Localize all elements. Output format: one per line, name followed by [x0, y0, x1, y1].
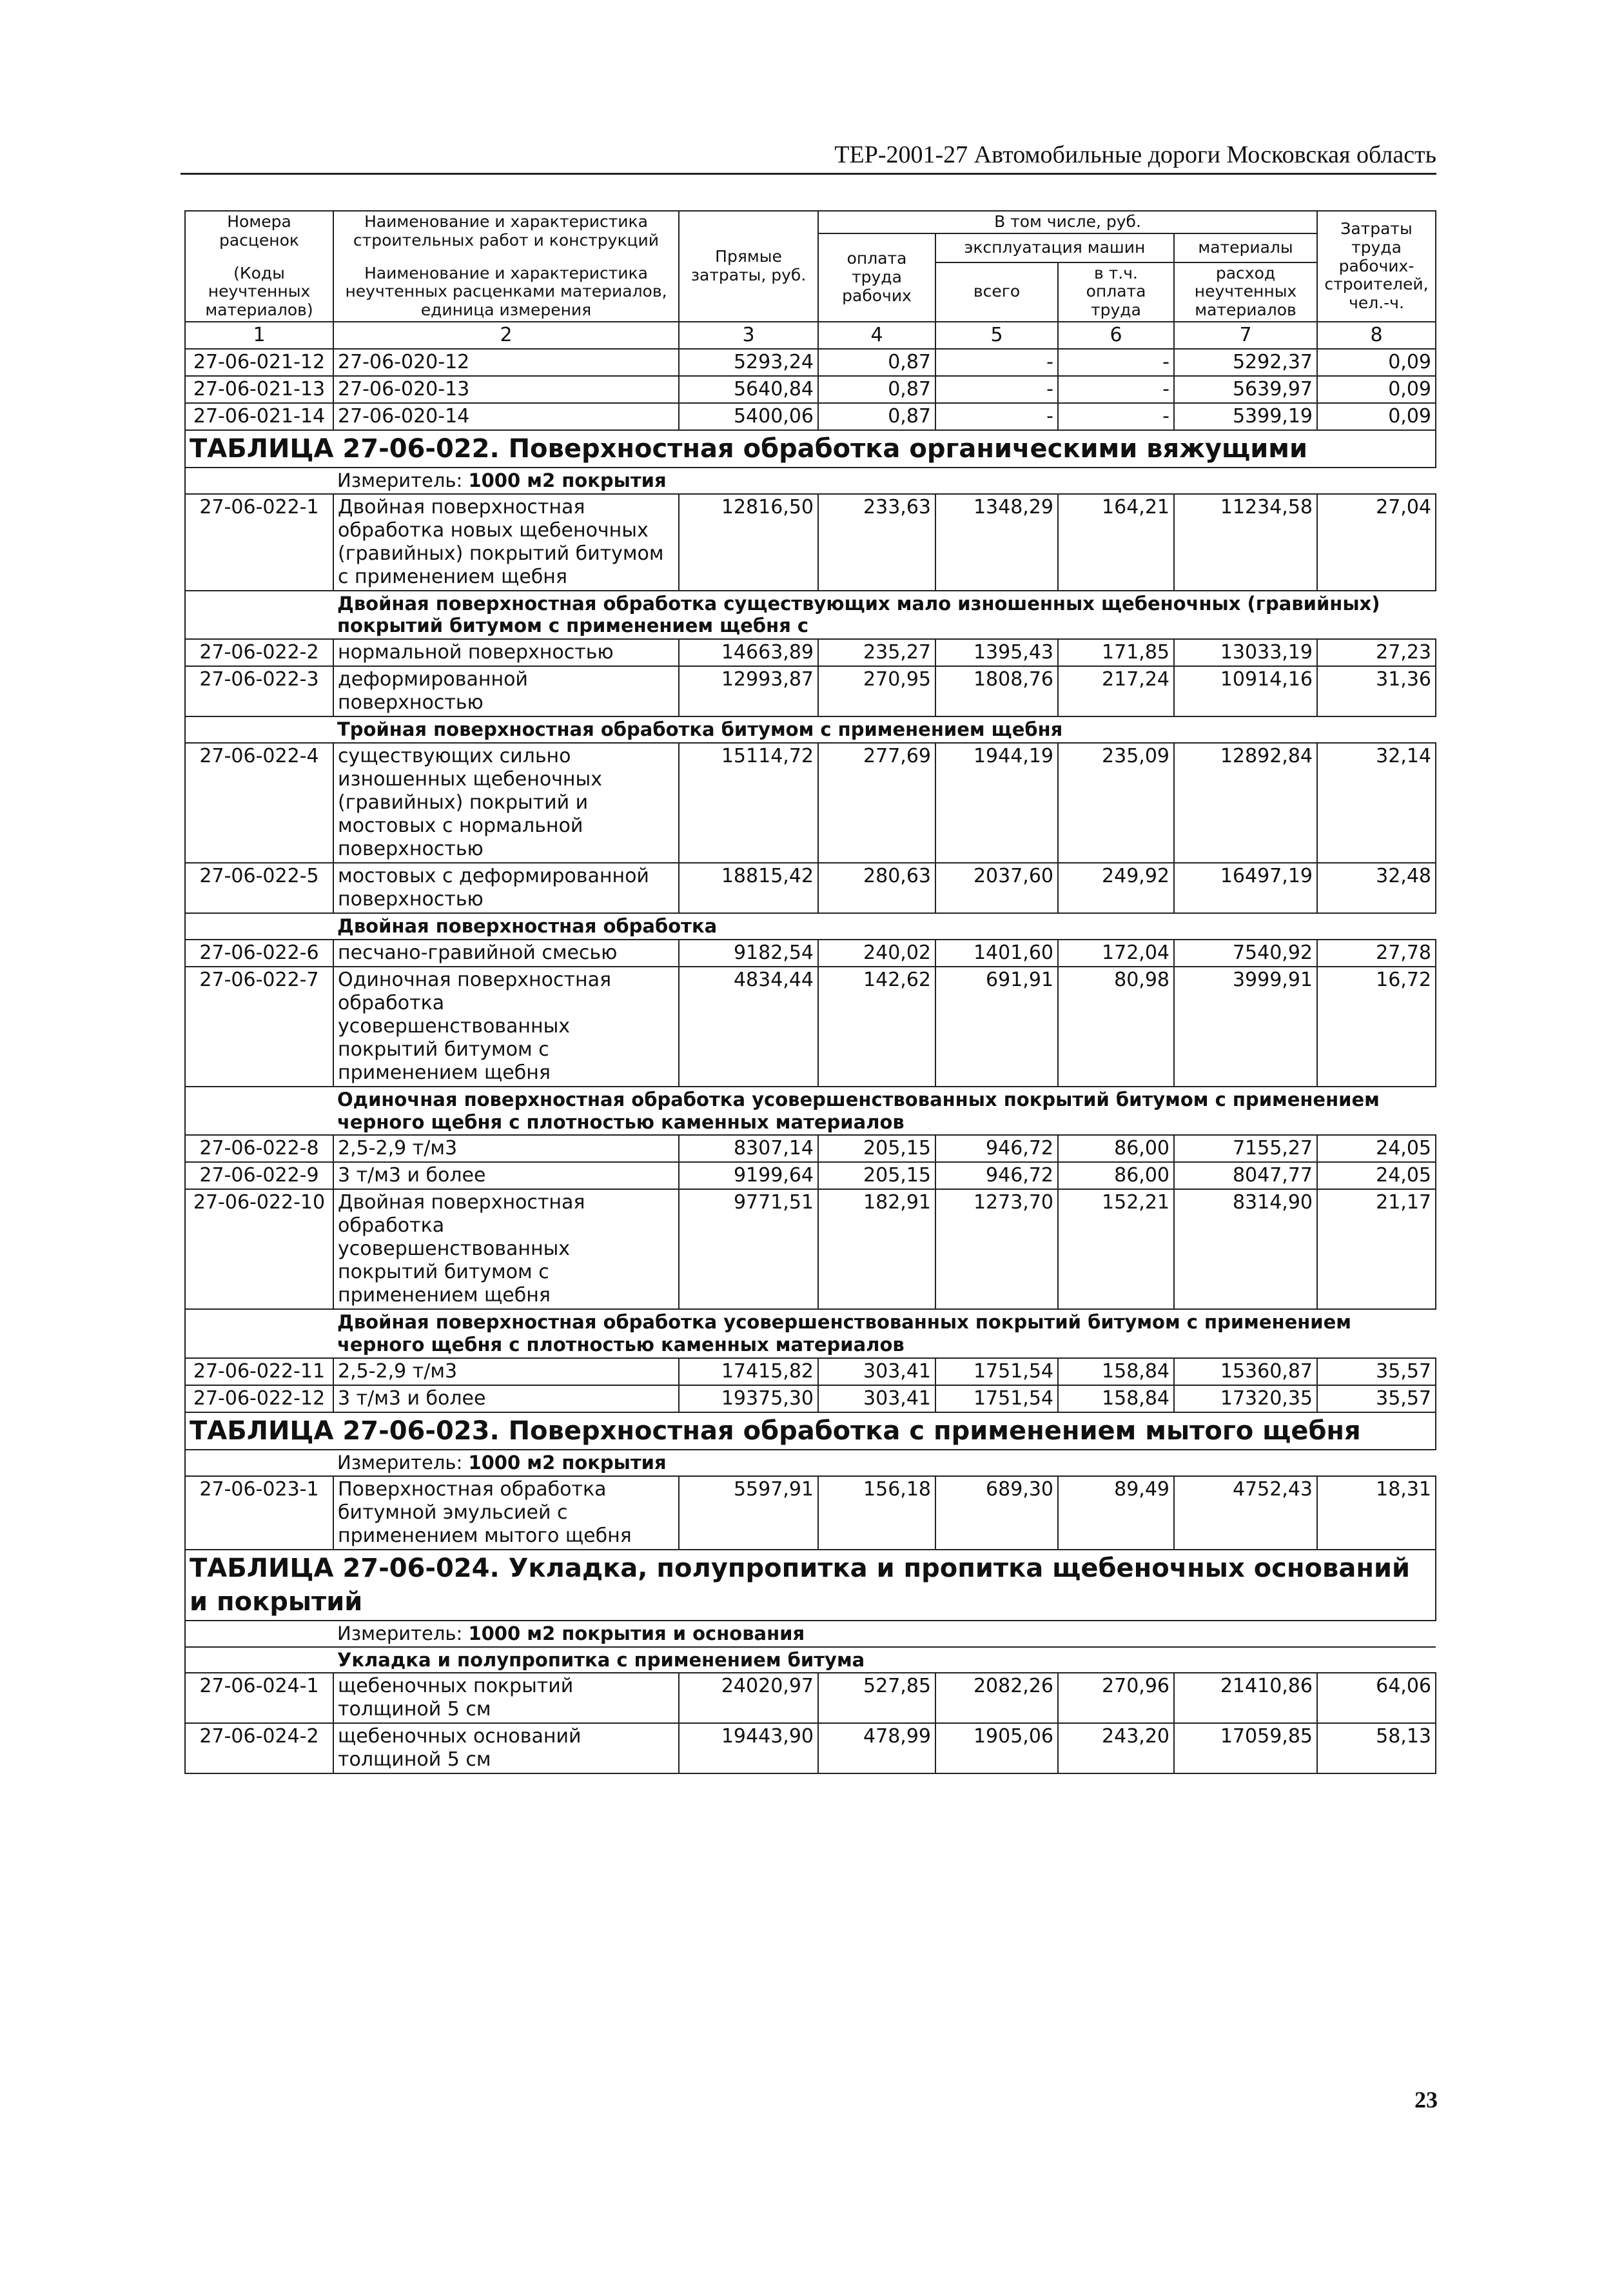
row-machines-total-cell: 1751,54 [935, 1385, 1058, 1412]
col-hours-header: Затраты труда рабочих-строителей, чел.-ч. [1317, 211, 1436, 322]
row-machines-total-cell: 1808,76 [935, 666, 1058, 716]
row-machines-labor-cell: 80,98 [1058, 967, 1174, 1087]
page-number: 23 [1414, 2087, 1438, 2113]
row-labor-hours-cell: 18,31 [1317, 1476, 1436, 1550]
row-labor-hours-cell: 27,23 [1317, 639, 1436, 666]
measure-label: Измеритель: [337, 1622, 463, 1644]
row-direct-cost-cell: 24020,97 [679, 1673, 818, 1723]
row-machines-total-cell: 1395,43 [935, 639, 1058, 666]
row-direct-cost-cell: 5597,91 [679, 1476, 818, 1550]
row-code-cell: 27-06-022-3 [185, 666, 333, 716]
row-machines-total-cell: 2082,26 [935, 1673, 1058, 1723]
measure-label: Измеритель: [337, 469, 463, 491]
row-name-cell: Двойная поверхностная обработка усовершенствованных покрытий битумом с применением щебня [333, 1189, 679, 1309]
row-machines-labor-cell: - [1058, 349, 1174, 376]
column-numbers-row [185, 322, 1436, 349]
col-number: 2 [333, 322, 679, 349]
row-labor-pay-cell: 303,41 [818, 1385, 935, 1412]
row-code-cell: 27-06-022-9 [185, 1162, 333, 1189]
measure-row [185, 1450, 1436, 1476]
subheading: Двойная поверхностная обработка [333, 913, 1436, 940]
table-title-row [185, 1412, 1436, 1450]
row-direct-cost-cell: 12816,50 [679, 494, 818, 591]
row-materials-cell: 5399,19 [1174, 403, 1317, 430]
page-header-title: ТЕР-2001-27 Автомобильные дороги Московская область [834, 141, 1436, 168]
measure-value: 1000 м2 покрытия [468, 469, 667, 491]
col-name-header [333, 211, 679, 322]
row-labor-pay-cell: 235,27 [818, 639, 935, 666]
row-labor-hours-cell: 24,05 [1317, 1135, 1436, 1162]
row-code-cell: 27-06-022-8 [185, 1135, 333, 1162]
row-labor-hours-cell: 32,14 [1317, 743, 1436, 863]
measure-row [185, 468, 1436, 494]
row-code-cell: 27-06-022-10 [185, 1189, 333, 1309]
row-code-cell: 27-06-022-12 [185, 1385, 333, 1412]
row-machines-labor-cell: 86,00 [1058, 1135, 1174, 1162]
row-code-cell: 27-06-024-2 [185, 1723, 333, 1773]
row-name-cell: щебеночных покрытий толщиной 5 см [333, 1673, 679, 1723]
table-row [185, 1723, 1436, 1773]
col-number: 6 [1058, 322, 1174, 349]
row-labor-hours-cell: 64,06 [1317, 1673, 1436, 1723]
row-name-cell: нормальной поверхностью [333, 639, 679, 666]
row-machines-total-cell: 946,72 [935, 1162, 1058, 1189]
col-mach-labor-header: в т.ч. оплата труда [1058, 262, 1174, 322]
col-number: 8 [1317, 322, 1436, 349]
col-machines-header: эксплуатация машин [935, 233, 1174, 262]
subheading-row [185, 913, 1436, 940]
row-materials-cell: 7155,27 [1174, 1135, 1317, 1162]
row-machines-labor-cell: 86,00 [1058, 1162, 1174, 1189]
table-row [185, 1476, 1436, 1550]
row-materials-cell: 11234,58 [1174, 494, 1317, 591]
table-title-row [185, 1550, 1436, 1621]
table-row [185, 940, 1436, 967]
row-materials-cell: 16497,19 [1174, 863, 1317, 913]
row-name-cell: деформированной поверхностью [333, 666, 679, 716]
subheading: Тройная поверхностная обработка битумом с применением щебня [333, 716, 1436, 743]
col-number: 4 [818, 322, 935, 349]
table-row [185, 403, 1436, 430]
row-labor-pay-cell: 156,18 [818, 1476, 935, 1550]
row-machines-labor-cell: 89,49 [1058, 1476, 1174, 1550]
row-materials-cell: 8314,90 [1174, 1189, 1317, 1309]
row-name-cell: 3 т/м3 и более [333, 1162, 679, 1189]
row-name-cell: песчано-гравийной смесью [333, 940, 679, 967]
col-labor-header: оплата труда рабочих [818, 233, 935, 322]
row-labor-hours-cell: 21,17 [1317, 1189, 1436, 1309]
row-machines-labor-cell: 235,09 [1058, 743, 1174, 863]
row-machines-total-cell: 946,72 [935, 1135, 1058, 1162]
row-machines-labor-cell: 152,21 [1058, 1189, 1174, 1309]
row-machines-labor-cell: 217,24 [1058, 666, 1174, 716]
row-materials-cell: 15360,87 [1174, 1358, 1317, 1385]
row-direct-cost-cell: 14663,89 [679, 639, 818, 666]
table-row [185, 1673, 1436, 1723]
row-materials-cell: 12892,84 [1174, 743, 1317, 863]
col-number: 7 [1174, 322, 1317, 349]
row-labor-pay-cell: 205,15 [818, 1162, 935, 1189]
row-direct-cost-cell: 9182,54 [679, 940, 818, 967]
row-direct-cost-cell: 19443,90 [679, 1723, 818, 1773]
row-direct-cost-cell: 12993,87 [679, 666, 818, 716]
row-machines-labor-cell: - [1058, 403, 1174, 430]
row-machines-labor-cell: 171,85 [1058, 639, 1174, 666]
table-row [185, 666, 1436, 716]
table-row [185, 1135, 1436, 1162]
row-machines-total-cell: 1348,29 [935, 494, 1058, 591]
row-materials-cell: 5292,37 [1174, 349, 1317, 376]
row-labor-pay-cell: 0,87 [818, 376, 935, 403]
table-title-row [185, 430, 1436, 468]
price-table [184, 210, 1436, 1774]
row-labor-pay-cell: 270,95 [818, 666, 935, 716]
row-materials-cell: 17320,35 [1174, 1385, 1317, 1412]
row-labor-pay-cell: 0,87 [818, 349, 935, 376]
table-row [185, 1162, 1436, 1189]
row-code-cell: 27-06-024-1 [185, 1673, 333, 1723]
row-materials-cell: 8047,77 [1174, 1162, 1317, 1189]
row-machines-total-cell: 1751,54 [935, 1358, 1058, 1385]
table-title: ТАБЛИЦА 27-06-024. Укладка, полупропитка и пропитка щебеночных оснований и покрытий [185, 1550, 1436, 1621]
col-direct-header: Прямые затраты, руб. [679, 211, 818, 322]
row-materials-cell: 10914,16 [1174, 666, 1317, 716]
table-row [185, 743, 1436, 863]
measure-row [185, 1621, 1436, 1647]
row-materials-cell: 5639,97 [1174, 376, 1317, 403]
table-row [185, 1358, 1436, 1385]
row-direct-cost-cell: 19375,30 [679, 1385, 818, 1412]
row-labor-hours-cell: 27,04 [1317, 494, 1436, 591]
col-mach-total-header: всего [935, 262, 1058, 322]
subheading: Двойная поверхностная обработка существующих мало изношенных щебеночных (гравийных) покрытий битумом с применением щебня с [333, 591, 1436, 640]
subheading-row [185, 716, 1436, 743]
col-number: 1 [185, 322, 333, 349]
measure-text [333, 468, 1436, 494]
row-name-cell: существующих сильно изношенных щебеночных (гравийных) покрытий и мостовых с нормальной поверхностью [333, 743, 679, 863]
subheading-row [185, 591, 1436, 640]
col-number: 3 [679, 322, 818, 349]
row-name-cell: 2,5-2,9 т/м3 [333, 1358, 679, 1385]
table-row [185, 349, 1436, 376]
row-labor-pay-cell: 182,91 [818, 1189, 935, 1309]
row-labor-hours-cell: 16,72 [1317, 967, 1436, 1087]
row-machines-labor-cell: - [1058, 376, 1174, 403]
row-machines-labor-cell: 164,21 [1058, 494, 1174, 591]
table-title: ТАБЛИЦА 27-06-022. Поверхностная обработка органическими вяжущими [185, 430, 1436, 468]
row-code-cell: 27-06-023-1 [185, 1476, 333, 1550]
table-row [185, 376, 1436, 403]
row-code-cell: 27-06-022-11 [185, 1358, 333, 1385]
row-labor-hours-cell: 24,05 [1317, 1162, 1436, 1189]
header-rule [181, 173, 1436, 175]
row-machines-total-cell: 689,30 [935, 1476, 1058, 1550]
col-number: 5 [935, 322, 1058, 349]
col-name-bottom: Наименование и характеристика неучтенных расценками материалов, единица измерения [345, 263, 667, 319]
col-group-header: В том числе, руб. [818, 211, 1317, 233]
row-code-cell: 27-06-022-1 [185, 494, 333, 591]
row-direct-cost-cell: 17415,82 [679, 1358, 818, 1385]
row-machines-total-cell: - [935, 349, 1058, 376]
subheading: Двойная поверхностная обработка усовершенствованных покрытий битумом с применением черного щебня с плотностью каменных материалов [333, 1309, 1436, 1358]
row-machines-labor-cell: 270,96 [1058, 1673, 1174, 1723]
row-name-cell: мостовых с деформированной поверхностью [333, 863, 679, 913]
row-labor-hours-cell: 0,09 [1317, 403, 1436, 430]
row-labor-hours-cell: 0,09 [1317, 349, 1436, 376]
col-codes-top: Номера расценок [219, 212, 300, 250]
measure-text [333, 1450, 1436, 1476]
col-codes-header [185, 211, 333, 322]
row-labor-pay-cell: 277,69 [818, 743, 935, 863]
row-machines-labor-cell: 243,20 [1058, 1723, 1174, 1773]
row-name-cell: 27-06-020-12 [333, 349, 679, 376]
col-codes-bottom: (Коды неучтенных материалов) [205, 263, 313, 319]
subheading-row [185, 1087, 1436, 1136]
row-direct-cost-cell: 15114,72 [679, 743, 818, 863]
row-name-cell: Поверхностная обработка битумной эмульсией с применением мытого щебня [333, 1476, 679, 1550]
col-materials-header: материалы [1174, 233, 1317, 262]
row-direct-cost-cell: 4834,44 [679, 967, 818, 1087]
row-code-cell: 27-06-021-14 [185, 403, 333, 430]
row-code-cell: 27-06-021-12 [185, 349, 333, 376]
row-code-cell: 27-06-022-7 [185, 967, 333, 1087]
row-labor-pay-cell: 303,41 [818, 1358, 935, 1385]
row-name-cell: 27-06-020-13 [333, 376, 679, 403]
row-machines-total-cell: - [935, 376, 1058, 403]
row-machines-total-cell: 1401,60 [935, 940, 1058, 967]
row-machines-total-cell: 1944,19 [935, 743, 1058, 863]
row-labor-pay-cell: 280,63 [818, 863, 935, 913]
row-name-cell: щебеночных оснований толщиной 5 см [333, 1723, 679, 1773]
subheading-row [185, 1309, 1436, 1358]
row-materials-cell: 13033,19 [1174, 639, 1317, 666]
row-labor-pay-cell: 142,62 [818, 967, 935, 1087]
header-row [185, 211, 1436, 233]
row-materials-cell: 21410,86 [1174, 1673, 1317, 1723]
row-labor-pay-cell: 240,02 [818, 940, 935, 967]
row-code-cell: 27-06-022-5 [185, 863, 333, 913]
measure-value: 1000 м2 покрытия [468, 1451, 667, 1474]
row-name-cell: 27-06-020-14 [333, 403, 679, 430]
row-name-cell: Одиночная поверхностная обработка усовершенствованных покрытий битумом с применением щебня [333, 967, 679, 1087]
row-name-cell: 3 т/м3 и более [333, 1385, 679, 1412]
row-code-cell: 27-06-022-2 [185, 639, 333, 666]
row-name-cell: Двойная поверхностная обработка новых щебеночных (гравийных) покрытий битумом с применением щебня [333, 494, 679, 591]
row-direct-cost-cell: 18815,42 [679, 863, 818, 913]
row-machines-total-cell: 1905,06 [935, 1723, 1058, 1773]
row-direct-cost-cell: 5400,06 [679, 403, 818, 430]
measure-label: Измеритель: [337, 1451, 463, 1474]
row-materials-cell: 3999,91 [1174, 967, 1317, 1087]
table-row [185, 639, 1436, 666]
row-machines-labor-cell: 158,84 [1058, 1385, 1174, 1412]
row-labor-hours-cell: 35,57 [1317, 1358, 1436, 1385]
row-materials-cell: 17059,85 [1174, 1723, 1317, 1773]
row-machines-labor-cell: 158,84 [1058, 1358, 1174, 1385]
row-machines-total-cell: 1273,70 [935, 1189, 1058, 1309]
row-direct-cost-cell: 8307,14 [679, 1135, 818, 1162]
row-labor-hours-cell: 32,48 [1317, 863, 1436, 913]
row-machines-labor-cell: 249,92 [1058, 863, 1174, 913]
table-row [185, 967, 1436, 1087]
row-direct-cost-cell: 5293,24 [679, 349, 818, 376]
table-title: ТАБЛИЦА 27-06-023. Поверхностная обработка с применением мытого щебня [185, 1412, 1436, 1450]
row-machines-total-cell: 2037,60 [935, 863, 1058, 913]
row-machines-labor-cell: 172,04 [1058, 940, 1174, 967]
row-code-cell: 27-06-021-13 [185, 376, 333, 403]
row-code-cell: 27-06-022-4 [185, 743, 333, 863]
table-row [185, 1189, 1436, 1309]
row-machines-total-cell: - [935, 403, 1058, 430]
row-code-cell: 27-06-022-6 [185, 940, 333, 967]
row-labor-pay-cell: 527,85 [818, 1673, 935, 1723]
row-direct-cost-cell: 9199,64 [679, 1162, 818, 1189]
row-labor-hours-cell: 58,13 [1317, 1723, 1436, 1773]
row-labor-hours-cell: 35,57 [1317, 1385, 1436, 1412]
row-labor-pay-cell: 0,87 [818, 403, 935, 430]
row-direct-cost-cell: 9771,51 [679, 1189, 818, 1309]
row-labor-hours-cell: 27,78 [1317, 940, 1436, 967]
measure-value: 1000 м2 покрытия и основания [468, 1622, 805, 1644]
row-labor-pay-cell: 205,15 [818, 1135, 935, 1162]
subheading-row [185, 1647, 1436, 1673]
row-materials-cell: 4752,43 [1174, 1476, 1317, 1550]
row-name-cell: 2,5-2,9 т/м3 [333, 1135, 679, 1162]
col-name-top: Наименование и характеристика строительных работ и конструкций [353, 212, 660, 250]
table-row [185, 863, 1436, 913]
subheading: Одиночная поверхностная обработка усовершенствованных покрытий битумом с применением черного щебня с плотностью каменных материалов [333, 1087, 1436, 1136]
row-direct-cost-cell: 5640,84 [679, 376, 818, 403]
measure-text [333, 1621, 1436, 1647]
row-labor-pay-cell: 478,99 [818, 1723, 935, 1773]
row-machines-total-cell: 691,91 [935, 967, 1058, 1087]
table-row [185, 1385, 1436, 1412]
col-materials-usage-header: расход неучтенных материалов [1174, 262, 1317, 322]
row-labor-hours-cell: 0,09 [1317, 376, 1436, 403]
table-row [185, 494, 1436, 591]
row-materials-cell: 7540,92 [1174, 940, 1317, 967]
row-labor-pay-cell: 233,63 [818, 494, 935, 591]
row-labor-hours-cell: 31,36 [1317, 666, 1436, 716]
subheading: Укладка и полупропитка с применением битума [333, 1647, 1436, 1673]
